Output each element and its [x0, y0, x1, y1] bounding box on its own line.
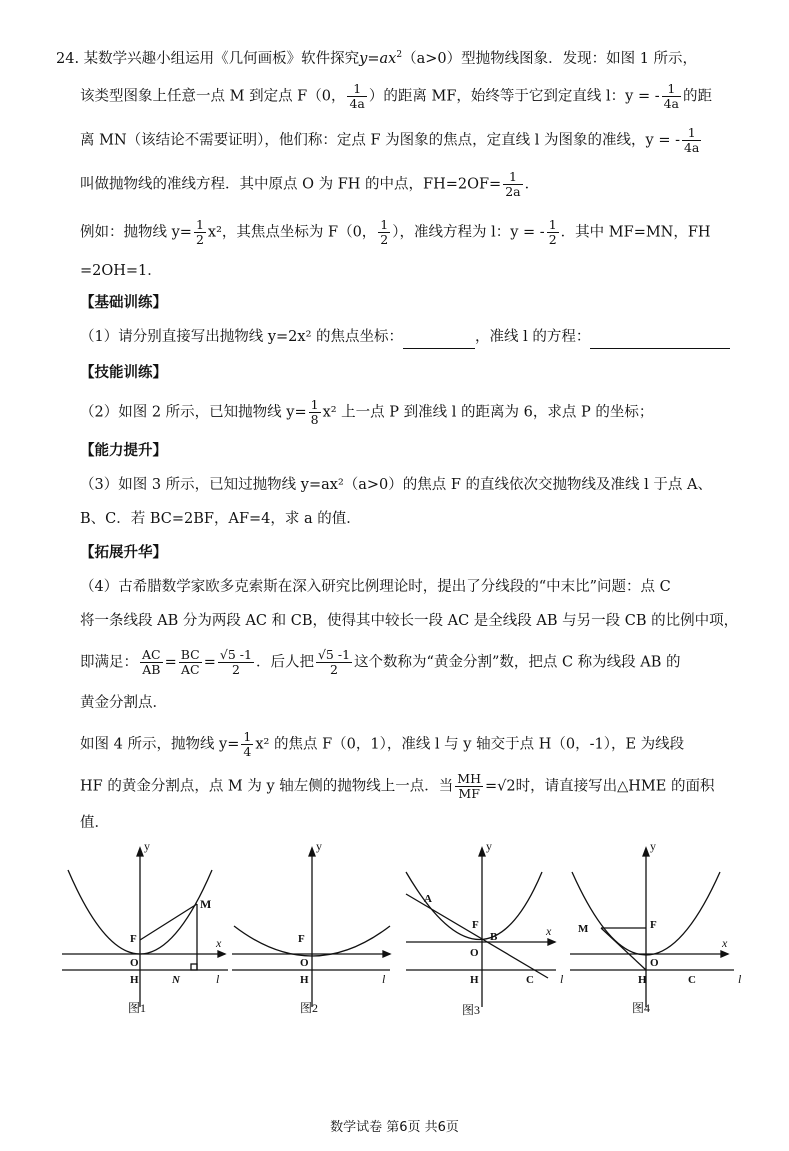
fraction-1-4a	[662, 82, 681, 111]
label-h: H	[470, 974, 479, 986]
caption-figure-4: 图4	[632, 1001, 651, 1015]
exponent: 2	[396, 50, 403, 60]
label-b: B	[490, 931, 498, 943]
answer-blank-directrix[interactable]	[590, 326, 730, 349]
label-x: x	[546, 924, 552, 938]
caption-figure-3: 图3	[462, 1003, 481, 1017]
denominator: 2a	[505, 184, 521, 199]
question-24-line-4	[80, 170, 539, 199]
label-y: y	[650, 842, 656, 853]
question-4-line-6	[80, 772, 714, 801]
denominator: AC	[180, 662, 200, 677]
page-footer: 数学试卷 第6页 共6页	[330, 1120, 459, 1135]
fraction-1-2	[547, 218, 559, 247]
text: 该类型图象上任意一点 M 到定点 F（0，	[80, 88, 346, 105]
text: 叫做抛物线的准线方程．其中原点 O 为 FH 的中点，FH=2OF=	[80, 176, 502, 193]
section-ability: 【能力提升】	[80, 442, 167, 459]
arrow-icon	[479, 848, 485, 856]
question-1	[80, 326, 730, 349]
text: HF 的黄金分割点，点 M 为 y 轴左侧的抛物线上一点．当	[80, 778, 454, 795]
label-h: H	[638, 974, 647, 986]
numerator: 1	[243, 729, 252, 744]
label-o: O	[300, 957, 309, 969]
text: 时，请直接写出△HME 的面积	[515, 778, 715, 795]
question-2	[80, 398, 653, 427]
ratio-ac-ab	[140, 648, 163, 677]
ratio-mh-mf	[455, 772, 483, 801]
numerator: 1	[662, 82, 681, 97]
numerator: √5 -1	[219, 647, 252, 662]
text: 离 MN（该结论不需要证明），他们称：定点 F 为图象的焦点，定直线 l 为图象的准线，y = -	[80, 132, 680, 149]
denominator: MF	[458, 786, 480, 801]
numerator: 1	[195, 217, 204, 232]
text: 的距	[683, 88, 713, 105]
text: （1）请分别直接写出抛物线 y=2x² 的焦点坐标：	[80, 329, 403, 345]
numerator: √5 -1	[317, 647, 351, 662]
text: 如图 4 所示，抛物线 y=	[80, 736, 240, 753]
figure-2	[232, 842, 390, 1015]
arrow-icon	[218, 951, 225, 957]
fraction-1-2a	[503, 170, 522, 199]
section-basic: 【基础训练】	[80, 294, 167, 311]
arrow-icon	[137, 848, 143, 856]
question-4-line-3	[80, 648, 681, 677]
ratio-bc-ac	[179, 648, 202, 677]
text: 即满足：	[80, 654, 138, 671]
label-x: x	[722, 936, 728, 950]
section-skill: 【技能训练】	[80, 364, 167, 381]
label-y: y	[144, 842, 150, 853]
numerator: MH	[457, 771, 481, 786]
label-a: A	[424, 893, 432, 905]
question-3-line-1: （3）如图 3 所示，已知过抛物线 y=ax²（a>0）的焦点 F 的直线依次交抛物线及准线 l 于点 A、	[80, 477, 712, 493]
denominator: 4a	[663, 96, 680, 111]
label-m: M	[200, 897, 212, 911]
label-l: l	[560, 972, 564, 986]
caption-figure-2: 图2	[300, 1001, 319, 1015]
numerator: 1	[682, 126, 701, 141]
text: ），准线方程为 l：y = -	[392, 224, 545, 241]
text: （a>0）型抛物线图象．发现：如图 1 所示，	[402, 50, 698, 67]
label-l: l	[216, 972, 220, 986]
question-4-line-1: （4）古希腊数学家欧多克索斯在深入研究比例理论时，提出了分线段的“中末比”问题：点 C	[80, 579, 671, 595]
text: 某数学兴趣小组运用《几何画板》软件探究	[83, 50, 360, 67]
figure-4	[570, 842, 742, 1015]
arrow-icon	[548, 939, 555, 945]
section-extension: 【拓展升华】	[80, 544, 167, 561]
question-number: 24.	[56, 50, 80, 67]
answer-blank-focus[interactable]	[403, 326, 475, 349]
golden-ratio-fraction	[218, 648, 254, 677]
numerator: 1	[310, 397, 319, 412]
question-24-line-1	[56, 44, 697, 70]
equals: =	[164, 654, 177, 671]
figure-3	[406, 842, 564, 1017]
label-c: C	[526, 974, 534, 986]
fraction-1-8	[309, 398, 321, 427]
example-line-2: =2OH=1．	[80, 263, 162, 279]
label-o: O	[470, 947, 479, 959]
arrow-icon	[721, 951, 728, 957]
text: 这个数称为“黄金分割”数，把点 C 称为线段 AB 的	[354, 654, 681, 671]
text: ．	[524, 176, 540, 193]
example-line-1	[80, 218, 711, 247]
line-through-focus	[406, 894, 548, 978]
text: x² 的焦点 F（0，1），准线 l 与 y 轴交于点 H（0，-1），E 为线段	[255, 736, 685, 753]
label-f: F	[650, 919, 657, 931]
figure-1	[62, 842, 228, 1015]
fraction-1-2	[378, 218, 390, 247]
numerator: 1	[347, 82, 366, 97]
denominator: 2	[231, 662, 240, 677]
label-o: O	[130, 957, 139, 969]
text: ．后人把	[255, 654, 314, 671]
denominator: 2	[330, 662, 338, 677]
arrow-icon	[309, 848, 315, 856]
question-24-line-2	[80, 82, 712, 111]
label-h: H	[130, 974, 139, 986]
label-m: M	[578, 923, 589, 935]
fraction-1-4a	[682, 126, 701, 155]
fraction-1-4a	[347, 82, 366, 111]
question-4-line-4: 黄金分割点．	[80, 695, 167, 711]
fraction-1-2	[194, 218, 206, 247]
label-f: F	[130, 933, 137, 945]
label-f: F	[298, 933, 305, 945]
label-n: N	[172, 974, 180, 986]
denominator: 4	[243, 744, 252, 759]
label-y: y	[316, 842, 322, 853]
numerator: AC	[142, 647, 161, 662]
figures-row	[60, 842, 750, 1022]
question-4-line-2: 将一条线段 AB 分为两段 AC 和 CB，使得其中较长一段 AC 是全线段 AB 与另一段 CB 的比例中项，	[80, 613, 739, 629]
denominator: 4a	[683, 140, 700, 155]
text: x² 上一点 P 到准线 l 的距离为 6，求点 P 的坐标；	[322, 404, 654, 421]
denominator: 2	[548, 232, 557, 247]
label-l: l	[738, 972, 742, 986]
denominator: 8	[310, 412, 319, 427]
question-3-line-2: B、C．若 BC=2BF，AF=4，求 a 的值．	[80, 511, 361, 527]
right-angle-mark	[191, 964, 197, 970]
denominator: AB	[142, 662, 161, 677]
fraction-1-4	[241, 730, 253, 759]
caption-figure-1: 图1	[128, 1001, 147, 1015]
label-x: x	[216, 936, 222, 950]
question-24-line-3	[80, 126, 703, 155]
text: ，准线 l 的方程：	[475, 329, 591, 345]
denominator: 2	[380, 232, 389, 247]
denominator: 4a	[349, 96, 365, 111]
text: x²，其焦点坐标为 F（0，	[207, 224, 377, 241]
formula: y=ax	[359, 50, 397, 67]
label-c: C	[688, 974, 696, 986]
question-4-line-7: 值．	[80, 815, 109, 831]
label-y: y	[486, 842, 492, 853]
text: ．其中 MF=MN，FH	[560, 224, 711, 241]
label-l: l	[382, 972, 386, 986]
numerator: BC	[180, 647, 200, 662]
golden-ratio-fraction	[316, 648, 352, 677]
label-f: F	[472, 919, 479, 931]
text: 例如：抛物线 y=	[80, 224, 192, 241]
numerator: 1	[380, 217, 389, 232]
equals: =	[203, 654, 216, 671]
question-4-line-5	[80, 730, 684, 759]
segment-mh	[601, 928, 646, 970]
label-h: H	[300, 974, 309, 986]
text: ）的距离 MF，始终等于它到定直线 l：y = -	[368, 88, 660, 105]
sqrt-two: =√2	[485, 778, 516, 795]
text: （2）如图 2 所示，已知抛物线 y=	[80, 404, 307, 421]
label-o: O	[650, 957, 659, 969]
arrow-icon	[643, 848, 649, 856]
arrow-icon	[383, 951, 390, 957]
numerator: 1	[548, 217, 557, 232]
numerator: 1	[503, 170, 522, 185]
denominator: 2	[195, 232, 204, 247]
segment-mf	[140, 904, 197, 940]
